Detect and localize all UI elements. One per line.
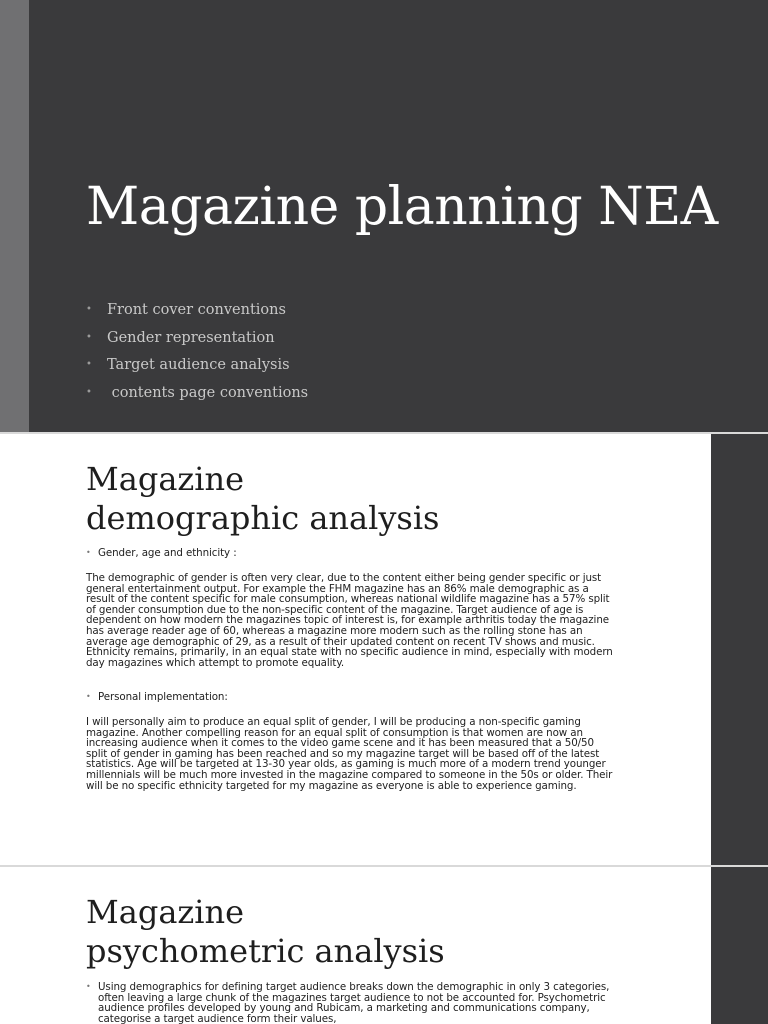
bullet-text: Using demographics for defining target audience breaks down the demographic in only 3 categories, often leaving a large chunk of the magazines target audience to not be accounted for. Psychometric audience profiles developed by young and Rubicam, a marketing and communications company, categorise a target audience form their values, [98, 981, 610, 1024]
bullet-dot-icon: • [86, 386, 92, 398]
slide-heading [86, 893, 445, 971]
accent-bar [711, 434, 768, 865]
heading-line: psychometric analysis [86, 932, 445, 970]
body-paragraph: I will personally aim to produce an equal split of gender, I will be producing a non-specific gaming magazine. Another compelling reason for an equal split of consumption is that women are now an increasing audience when it comes to the video game scene and it has been measured that a 50/50 split of gender in gaming has been reached and so my magazine target will be based off of the latest statistics. Age will be targeted at 13-30 year olds, as gaming is much more of a modern trend younger millennials will be much more invested in the magazine compared to someone in the 50s or older. Their will be no specific ethnicity targeted for my magazine as everyone is able to experience gaming. [86, 716, 613, 792]
bullet-item [86, 692, 616, 703]
bullet-item [86, 383, 308, 411]
bullet-item [86, 355, 308, 383]
bullet-dot-icon: • [86, 359, 92, 370]
slide-heading [86, 460, 439, 538]
title-bullet-list [86, 300, 308, 410]
body-paragraph: The demographic of gender is often very clear, due to the content either being gender specific or just general entertainment output. For example the FHM magazine has an 86% male demographic as a result of the content specific for male consumption, whereas national wildlife magazine has a 57% split of gender consumption due to the non-specific content of the magazine. Target audience of age is dependent on how modern the magazines topic of interest is, for example arthritis today the magazine has average reader age of 60, whereas a magazine more modern such as the rolling stone has an average age demographic of 29, as a result of their updated content on recent TV shows and music. Ethnicity remains, primarily, in an equal state with no specific audience in mind, especially with modern day magazines which attempt to promote equality. [86, 572, 613, 669]
bullet-text: contents page conventions [107, 384, 309, 401]
demographic-slide [0, 434, 768, 865]
bullet-item [86, 982, 616, 1024]
heading-line: Magazine [86, 460, 245, 498]
psychometric-slide [0, 867, 768, 1024]
bullet-item [86, 300, 308, 328]
bullet-text: Personal implementation: [98, 691, 228, 703]
bullet-dot-icon: • [86, 692, 91, 701]
heading-line: Magazine [86, 893, 245, 931]
heading-line: demographic analysis [86, 499, 440, 537]
bullet-text: Gender, age and ethnicity : [98, 547, 237, 559]
accent-bar [711, 867, 768, 1024]
bullet-item [86, 328, 308, 356]
bullet-dot-icon: • [86, 982, 91, 991]
accent-bar [0, 0, 29, 432]
bullet-text: Target audience analysis [107, 357, 290, 373]
title-slide [0, 0, 768, 432]
bullet-text: Gender representation [107, 329, 275, 346]
bullet-item [86, 548, 616, 559]
bullet-text: Front cover conventions [107, 302, 286, 318]
slide-title: Magazine planning NEA [86, 177, 718, 237]
bullet-dot-icon: • [86, 548, 91, 557]
bullet-dot-icon: • [86, 331, 92, 343]
bullet-dot-icon: • [86, 304, 92, 315]
